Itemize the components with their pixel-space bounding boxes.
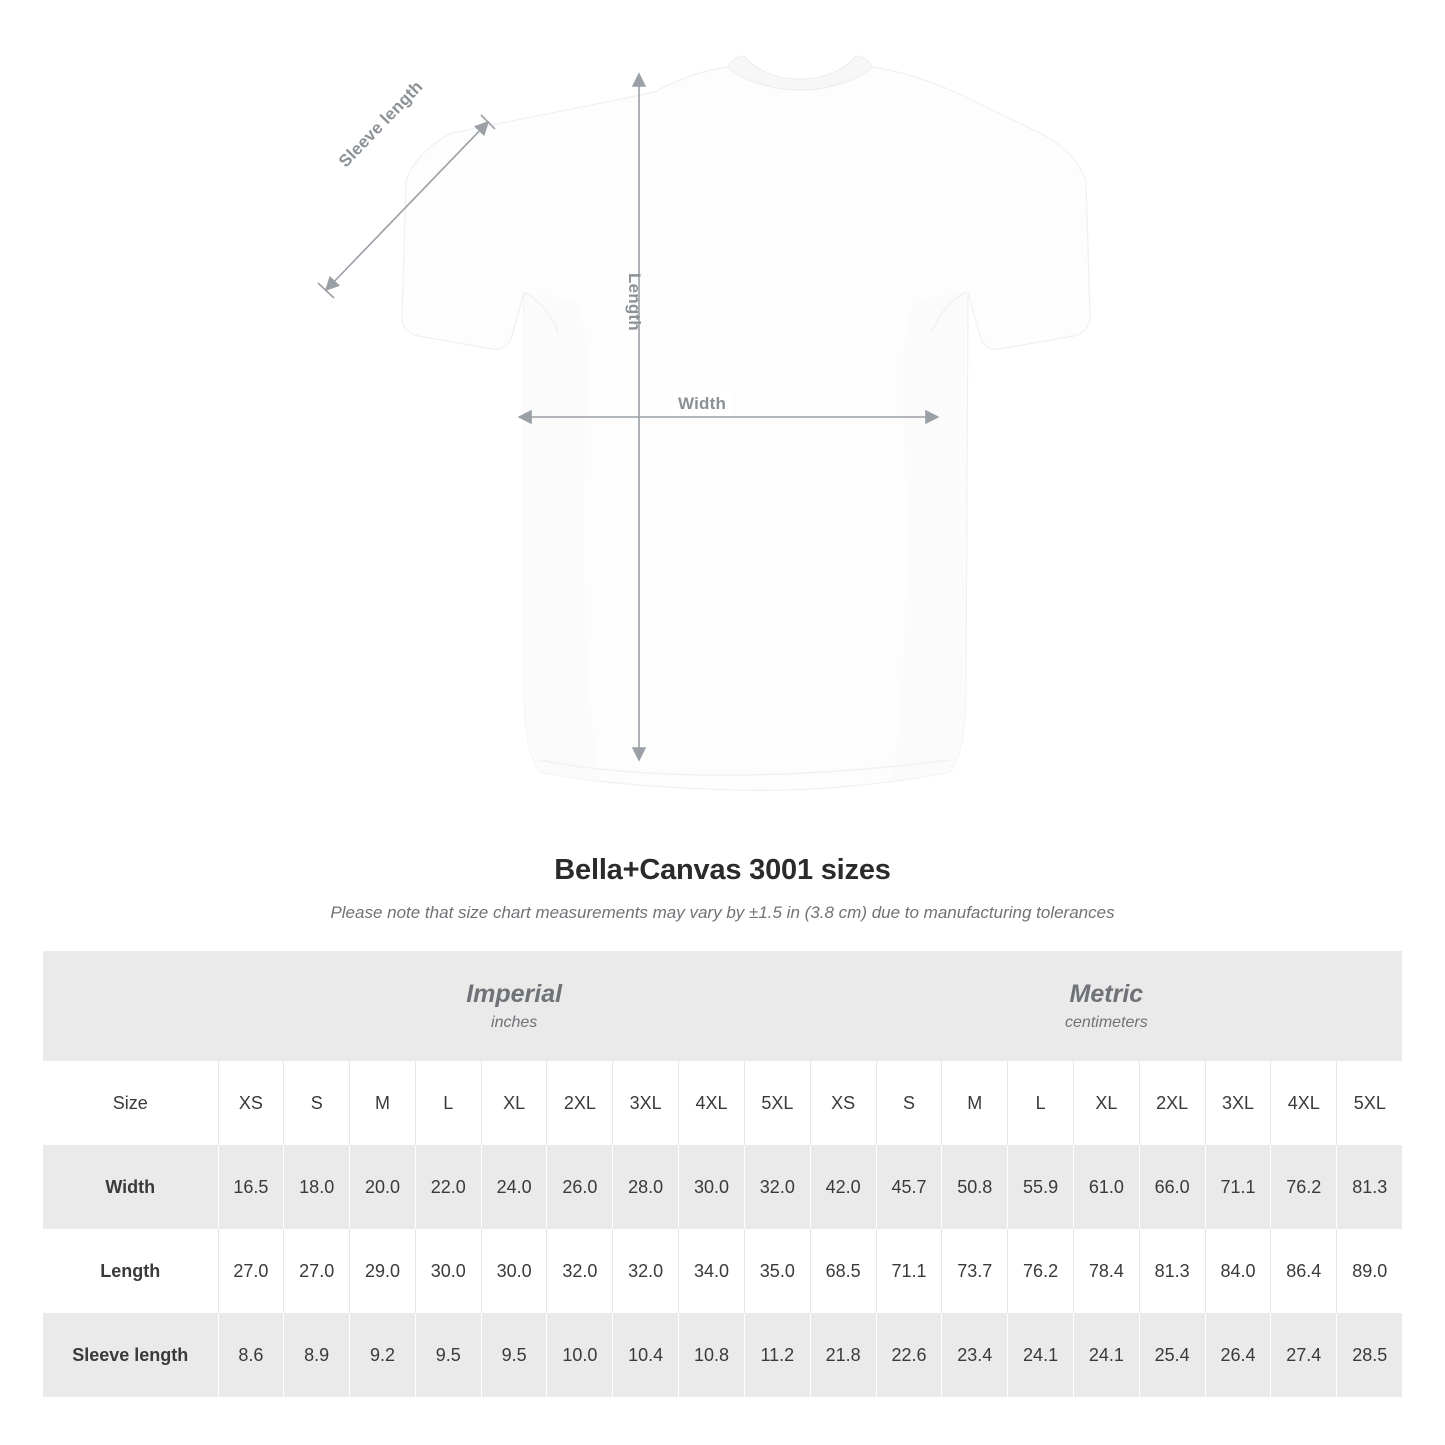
size-header-col-14: 2XL <box>1139 1061 1205 1145</box>
cell-length-17: 89.0 <box>1337 1229 1403 1313</box>
table-row <box>43 1313 1402 1397</box>
size-header-col-1: S <box>284 1061 350 1145</box>
cell-length-15: 84.0 <box>1205 1229 1271 1313</box>
unit-metric-name: Metric <box>1069 979 1144 1008</box>
cell-sleeve-8: 11.2 <box>744 1313 810 1397</box>
row-label-width: Width <box>43 1145 218 1229</box>
size-header-col-8: 5XL <box>744 1061 810 1145</box>
cell-width-10: 45.7 <box>876 1145 942 1229</box>
table-row <box>43 1229 1402 1313</box>
page-title: Bella+Canvas 3001 sizes <box>554 854 891 886</box>
size-header-col-2: M <box>350 1061 416 1145</box>
cell-width-6: 28.0 <box>613 1145 679 1229</box>
cell-length-2: 29.0 <box>350 1229 416 1313</box>
size-header-col-15: 3XL <box>1205 1061 1271 1145</box>
size-table-wrapper <box>43 951 1402 1397</box>
tolerance-note: Please note that size chart measurements may vary by ±1.5 in (3.8 cm) due to manufacturing tolerances <box>330 903 1115 922</box>
cell-length-12: 76.2 <box>1008 1229 1074 1313</box>
cell-length-0: 27.0 <box>218 1229 284 1313</box>
size-header-col-13: XL <box>1073 1061 1139 1145</box>
unit-imperial-sub: inches <box>491 1014 538 1032</box>
cell-sleeve-2: 9.2 <box>350 1313 416 1397</box>
cell-sleeve-16: 27.4 <box>1271 1313 1337 1397</box>
cell-sleeve-10: 22.6 <box>876 1313 942 1397</box>
sleeve-length-label: Sleeve length <box>334 77 427 171</box>
size-header-col-11: M <box>942 1061 1008 1145</box>
cell-length-6: 32.0 <box>613 1229 679 1313</box>
unit-header-imperial <box>218 951 810 1061</box>
cell-sleeve-7: 10.8 <box>679 1313 745 1397</box>
cell-sleeve-9: 21.8 <box>810 1313 876 1397</box>
length-label: Length <box>625 273 644 331</box>
cell-length-3: 30.0 <box>415 1229 481 1313</box>
cell-width-7: 30.0 <box>679 1145 745 1229</box>
cell-sleeve-13: 24.1 <box>1073 1313 1139 1397</box>
size-header-label: Size <box>43 1061 218 1145</box>
cell-sleeve-4: 9.5 <box>481 1313 547 1397</box>
cell-length-9: 68.5 <box>810 1229 876 1313</box>
size-header-col-3: L <box>415 1061 481 1145</box>
cell-width-0: 16.5 <box>218 1145 284 1229</box>
cell-length-7: 34.0 <box>679 1229 745 1313</box>
size-header-col-9: XS <box>810 1061 876 1145</box>
cell-width-4: 24.0 <box>481 1145 547 1229</box>
cell-length-5: 32.0 <box>547 1229 613 1313</box>
cell-length-8: 35.0 <box>744 1229 810 1313</box>
cell-width-2: 20.0 <box>350 1145 416 1229</box>
width-label: Width <box>673 392 731 416</box>
cell-sleeve-14: 25.4 <box>1139 1313 1205 1397</box>
cell-width-1: 18.0 <box>284 1145 350 1229</box>
cell-length-16: 86.4 <box>1271 1229 1337 1313</box>
cell-width-15: 71.1 <box>1205 1145 1271 1229</box>
cell-sleeve-3: 9.5 <box>415 1313 481 1397</box>
cell-width-5: 26.0 <box>547 1145 613 1229</box>
cell-length-13: 78.4 <box>1073 1229 1139 1313</box>
cell-sleeve-15: 26.4 <box>1205 1313 1271 1397</box>
unit-imperial-name: Imperial <box>466 979 563 1008</box>
cell-length-14: 81.3 <box>1139 1229 1205 1313</box>
cell-sleeve-0: 8.6 <box>218 1313 284 1397</box>
unit-header-row <box>43 951 1402 1061</box>
cell-width-8: 32.0 <box>744 1145 810 1229</box>
cell-width-14: 66.0 <box>1139 1145 1205 1229</box>
cell-length-1: 27.0 <box>284 1229 350 1313</box>
cell-sleeve-12: 24.1 <box>1008 1313 1074 1397</box>
chart-title-block <box>0 854 1445 923</box>
cell-width-16: 76.2 <box>1271 1145 1337 1229</box>
size-header-col-16: 4XL <box>1271 1061 1337 1145</box>
size-chart-table <box>43 951 1402 1397</box>
cell-width-12: 55.9 <box>1008 1145 1074 1229</box>
cell-width-11: 50.8 <box>942 1145 1008 1229</box>
cell-width-17: 81.3 <box>1337 1145 1403 1229</box>
size-header-col-17: 5XL <box>1337 1061 1403 1145</box>
size-header-col-7: 4XL <box>679 1061 745 1145</box>
size-header-col-5: 2XL <box>547 1061 613 1145</box>
cell-length-10: 71.1 <box>876 1229 942 1313</box>
cell-width-13: 61.0 <box>1073 1145 1139 1229</box>
cell-sleeve-11: 23.4 <box>942 1313 1008 1397</box>
size-header-col-0: XS <box>218 1061 284 1145</box>
cell-sleeve-5: 10.0 <box>547 1313 613 1397</box>
cell-sleeve-6: 10.4 <box>613 1313 679 1397</box>
size-header-col-4: XL <box>481 1061 547 1145</box>
unit-header-metric <box>810 951 1402 1061</box>
unit-metric-sub: centimeters <box>1065 1014 1148 1032</box>
size-header-col-6: 3XL <box>613 1061 679 1145</box>
cell-sleeve-17: 28.5 <box>1337 1313 1403 1397</box>
cell-sleeve-1: 8.9 <box>284 1313 350 1397</box>
size-header-col-10: S <box>876 1061 942 1145</box>
table-row <box>43 1145 1402 1229</box>
row-label-length: Length <box>43 1229 218 1313</box>
cell-width-3: 22.0 <box>415 1145 481 1229</box>
shirt-outline <box>402 56 1090 790</box>
unit-header-spacer <box>43 951 218 1061</box>
cell-length-4: 30.0 <box>481 1229 547 1313</box>
cell-length-11: 73.7 <box>942 1229 1008 1313</box>
cell-width-9: 42.0 <box>810 1145 876 1229</box>
size-header-col-12: L <box>1008 1061 1074 1145</box>
size-header-row <box>43 1061 1402 1145</box>
row-label-sleeve-length: Sleeve length <box>43 1313 218 1397</box>
